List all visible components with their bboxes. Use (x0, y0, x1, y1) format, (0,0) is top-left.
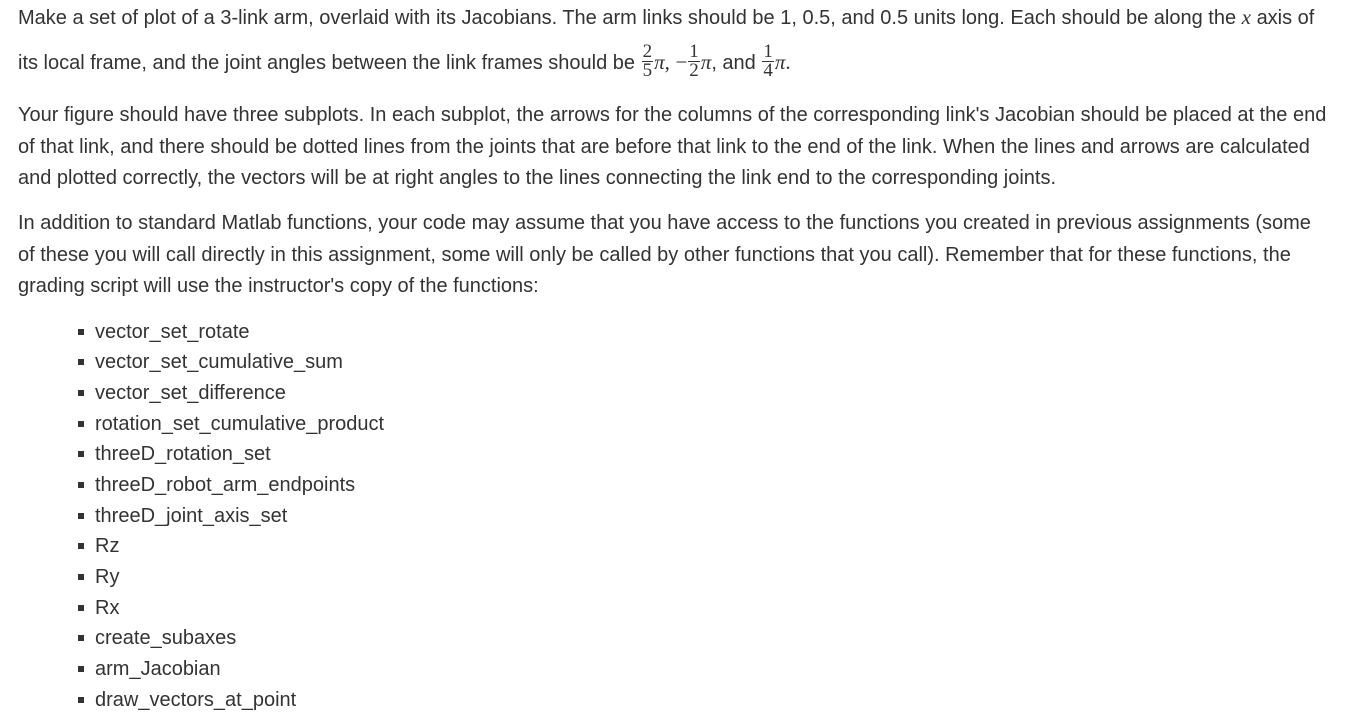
list-item (95, 504, 287, 528)
para3-line1: In addition to standard Matlab functions, your code may assume that you have access to the functions you created in previous assignments (some (18, 212, 1311, 234)
pi-symbol: π (700, 49, 712, 74)
list-item (95, 626, 236, 650)
function-name: vector_set_difference (95, 382, 286, 404)
para1-line2 (18, 41, 791, 82)
list-item (95, 688, 296, 712)
fraction-angle3 (762, 43, 774, 80)
fraction-angle1 (642, 43, 654, 80)
var-x: x (1241, 5, 1251, 29)
para1-line1-tail: axis of (1256, 7, 1315, 29)
and-separator: , and (711, 51, 756, 74)
bullet-icon (78, 513, 84, 519)
function-name: arm_Jacobian (95, 658, 221, 680)
bullet-icon (78, 605, 84, 611)
list-item (95, 320, 250, 344)
function-name: threeD_joint_axis_set (95, 505, 288, 527)
list-item (95, 473, 355, 497)
angle3-denominator: 4 (763, 60, 773, 81)
function-name: threeD_rotation_set (95, 443, 271, 465)
list-item (95, 412, 384, 436)
list-item (95, 565, 119, 589)
angle2-numerator: 1 (689, 41, 699, 62)
angle1-denominator: 5 (642, 60, 653, 81)
pi-symbol: π (774, 49, 786, 74)
angle1-numerator: 2 (642, 41, 653, 62)
angle3-numerator: 1 (763, 41, 773, 62)
para1-line1-text: Make a set of plot of a 3-link arm, overlaid with its Jacobians. The arm links should be 1, 0.5, and 0.5 units long. Each should be along the (18, 7, 1237, 29)
bullet-icon (78, 697, 84, 703)
para1-line1 (18, 5, 1314, 30)
function-name: rotation_set_cumulative_product (95, 413, 385, 435)
bullet-icon (78, 390, 84, 396)
bullet-icon (78, 421, 84, 427)
function-name: vector_set_cumulative_sum (95, 351, 343, 373)
bullet-icon (78, 666, 84, 672)
para2-line2: of that link, and there should be dotted lines from the joints that are before that link to the end of the link. When the lines and arrows are calculated (18, 136, 1310, 158)
bullet-icon (78, 543, 84, 549)
function-name: Ry (95, 566, 120, 588)
bullet-icon (78, 329, 84, 335)
function-name: Rz (95, 535, 120, 557)
list-item (95, 596, 119, 620)
function-name: vector_set_rotate (95, 321, 250, 343)
para2-line1: Your figure should have three subplots. In each subplot, the arrows for the columns of the corresponding link's Jacobian should be placed at the end (18, 104, 1327, 126)
fraction-angle2 (688, 43, 700, 80)
bullet-icon (78, 635, 84, 641)
function-name: draw_vectors_at_point (95, 689, 297, 711)
list-item (95, 381, 286, 405)
function-name: threeD_robot_arm_endpoints (95, 474, 356, 496)
period: . (785, 49, 791, 74)
para2-line3: and plotted correctly, the vectors will be at right angles to the lines connecting the link end to the corresponding joints. (18, 167, 1057, 189)
comma-separator: , (664, 49, 670, 74)
bullet-icon (78, 359, 84, 365)
function-name: create_subaxes (95, 627, 237, 649)
list-item (95, 534, 119, 558)
list-item (95, 657, 221, 681)
bullet-icon (78, 574, 84, 580)
para3-line2: of these you will call directly in this assignment, some will only be called by other functions that you call). Remember that for these functions, the (18, 244, 1291, 266)
bullet-icon (78, 451, 84, 457)
list-item (95, 350, 343, 374)
bullet-icon (78, 482, 84, 488)
pi-symbol: π (654, 49, 665, 74)
list-item (95, 442, 271, 466)
function-name: Rx (95, 597, 120, 619)
para3-line3: grading script will use the instructor's copy of the functions: (18, 275, 539, 297)
para1-line2-prefix: its local frame, and the joint angles between the link frames should be (18, 51, 636, 74)
minus-sign: − (675, 49, 688, 74)
angle2-denominator: 2 (689, 60, 699, 81)
